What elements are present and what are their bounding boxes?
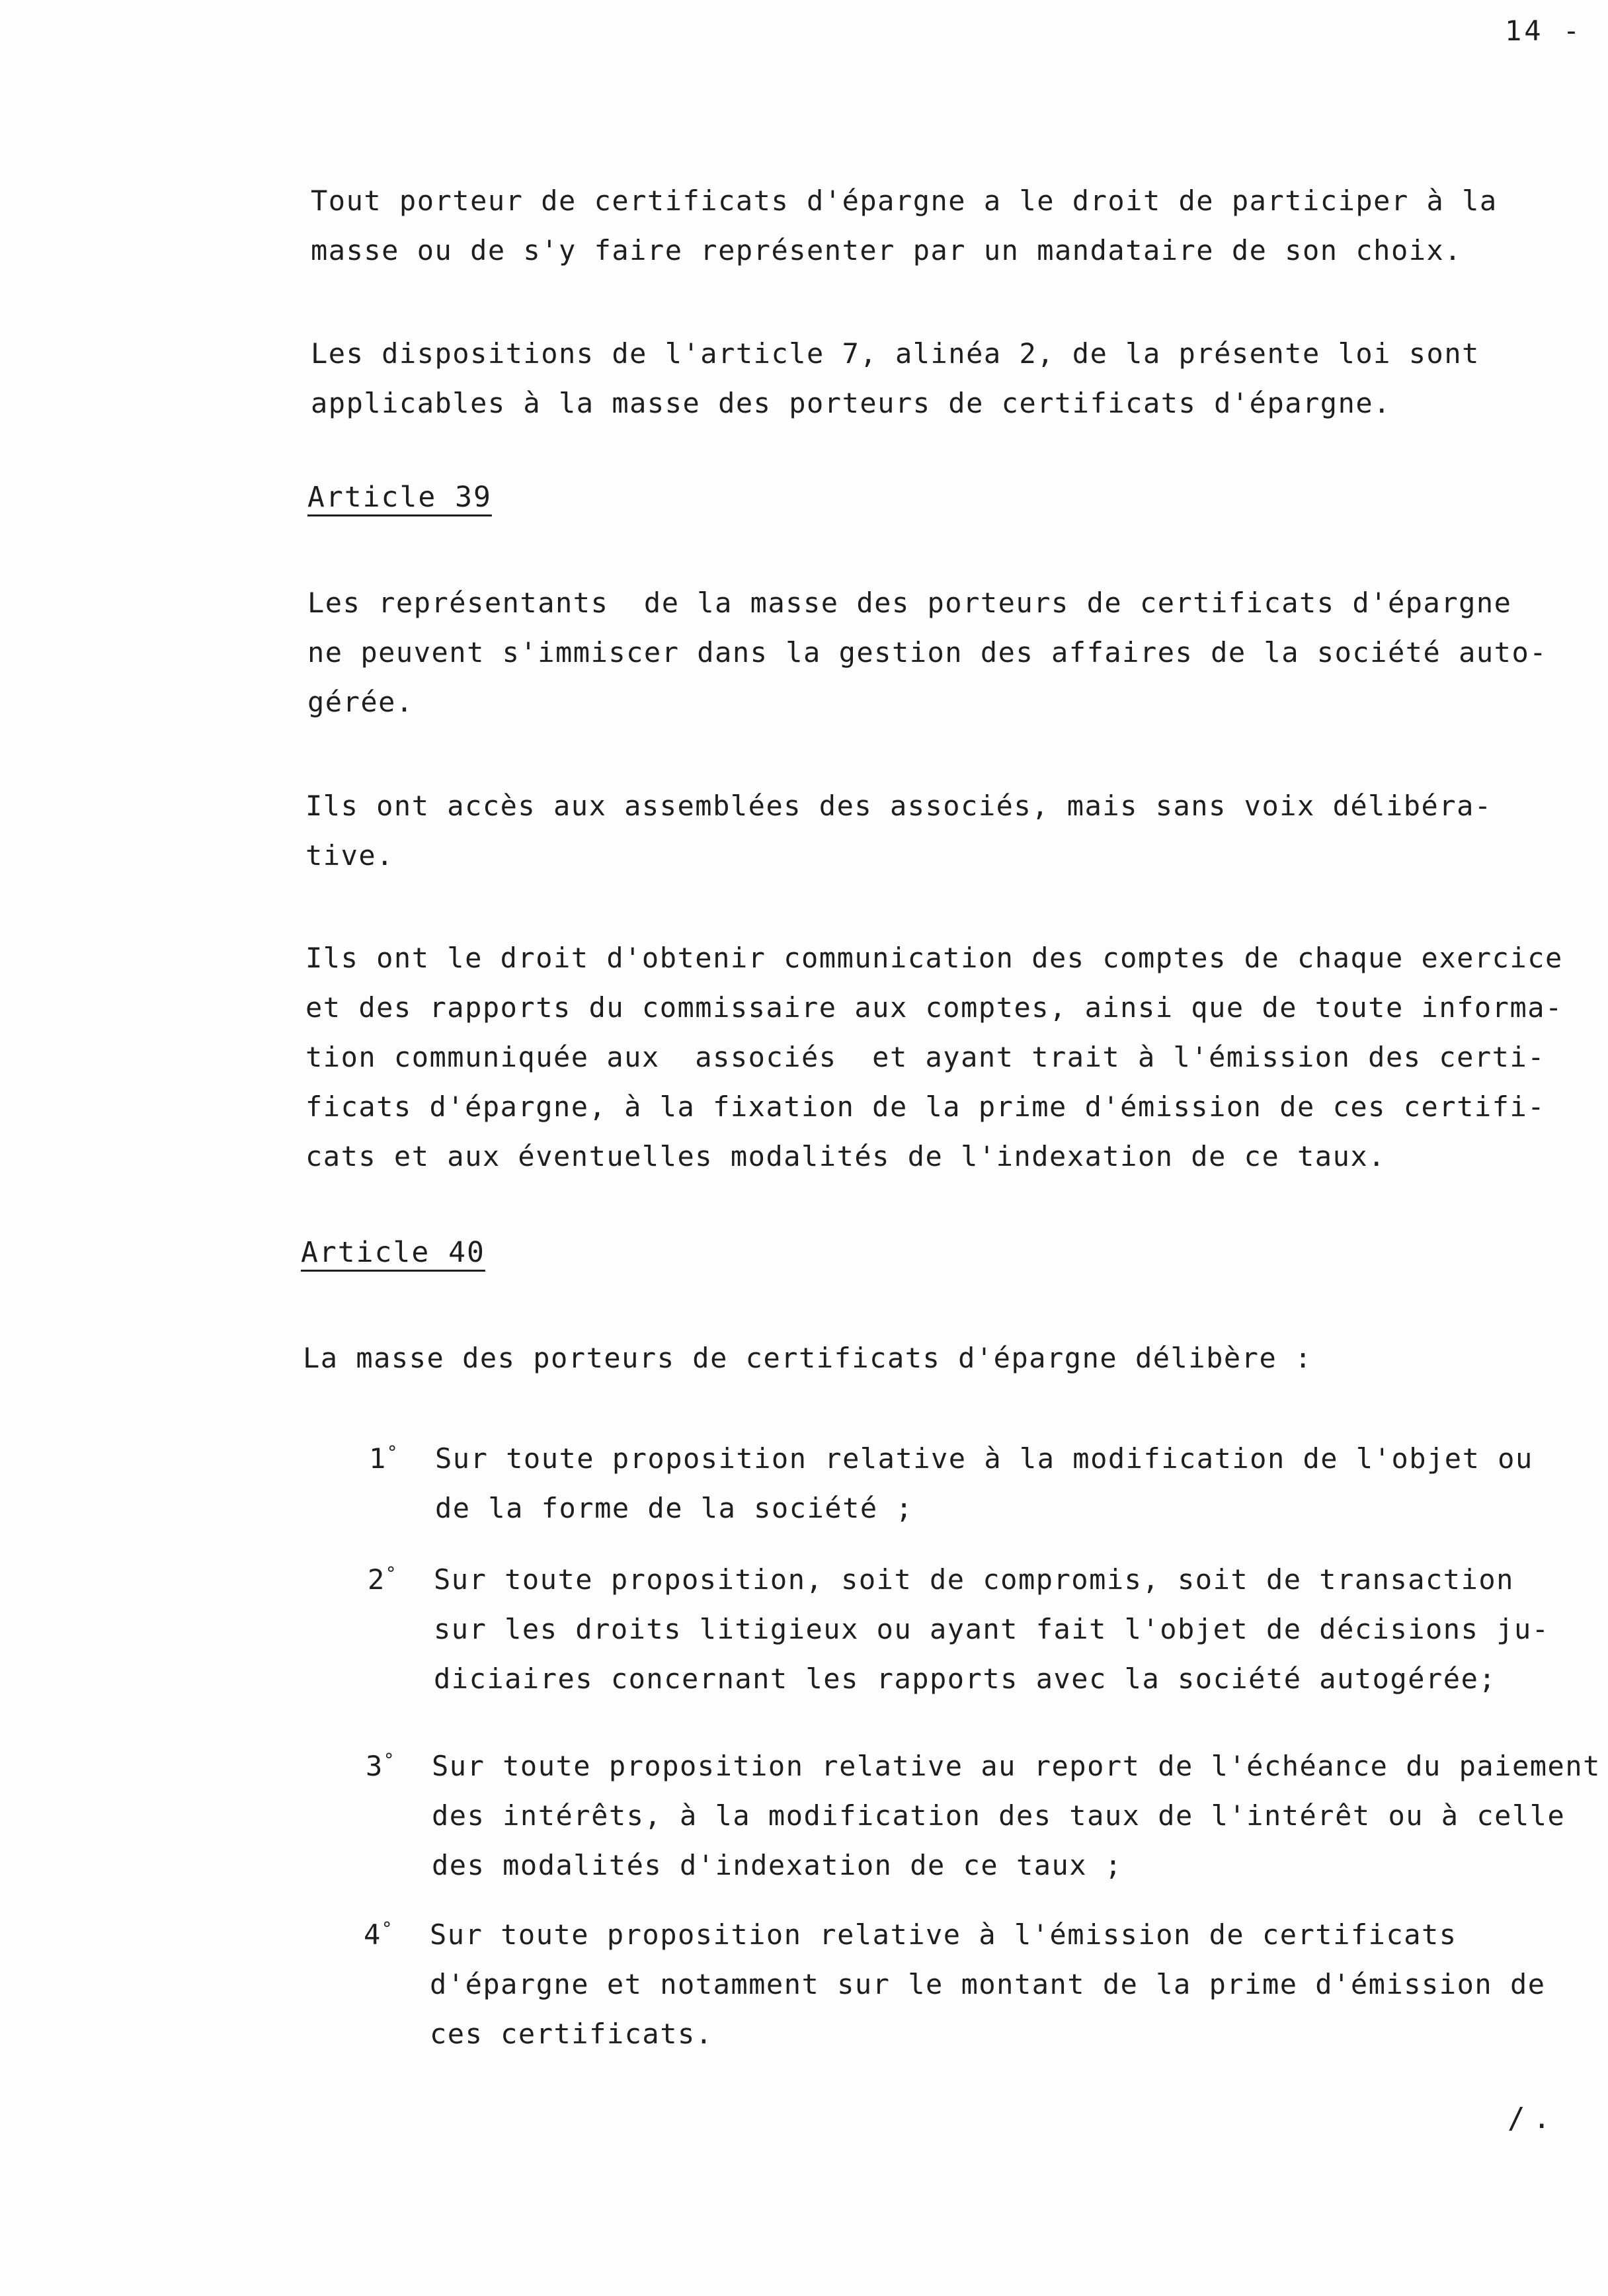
text-line: des intérêts, à la modification des taux de l'intérêt ou à celle bbox=[432, 1799, 1566, 1832]
text-line: tive. bbox=[305, 839, 394, 872]
text-line: La masse des porteurs de certificats d'épargne délibère : bbox=[303, 1342, 1312, 1374]
text-line: gérée. bbox=[307, 686, 414, 718]
list-item-text bbox=[434, 1555, 1550, 1703]
text-line: diciaires concernant les rapports avec la société autogérée; bbox=[434, 1662, 1497, 1695]
text-line: Tout porteur de certificats d'épargne a le droit de participer à la bbox=[311, 184, 1498, 217]
list-number: 3° bbox=[366, 1749, 396, 1782]
list-item-text bbox=[432, 1741, 1601, 1890]
text-line: tion communiquée aux associés et ayant trait à l'émission des certi- bbox=[305, 1041, 1546, 1073]
text-line: masse ou de s'y faire représenter par un mandataire de son choix. bbox=[311, 234, 1463, 266]
text-line: et des rapports du commissaire aux comptes, ainsi que de toute informa- bbox=[305, 991, 1563, 1024]
text-line: Les dispositions de l'article 7, alinéa 2, de la présente loi sont bbox=[311, 337, 1480, 370]
list-number: 4° bbox=[364, 1918, 394, 1951]
text-line: Les représentants de la masse des porteurs de certificats d'épargne bbox=[307, 587, 1512, 619]
list-number: 2° bbox=[368, 1563, 398, 1596]
text-line: cats et aux éventuelles modalités de l'indexation de ce taux. bbox=[305, 1140, 1386, 1172]
text-line: ficats d'épargne, à la fixation de la prime d'émission de ces certifi- bbox=[305, 1090, 1546, 1123]
text-line: de la forme de la société ; bbox=[435, 1492, 914, 1524]
degree-symbol: ° bbox=[386, 1442, 399, 1463]
degree-symbol: ° bbox=[381, 1918, 394, 1940]
text-line: sur les droits litigieux ou ayant fait l'objet de décisions ju- bbox=[434, 1613, 1550, 1645]
paragraph-dispositions bbox=[311, 329, 1480, 428]
paragraph-representants bbox=[307, 578, 1547, 727]
paragraph-acces-assemblees bbox=[305, 781, 1492, 880]
page-number: 14 - bbox=[1505, 15, 1583, 47]
paragraph-masse-delibere bbox=[303, 1333, 1312, 1383]
article-40-heading: Article 40 bbox=[301, 1236, 485, 1269]
text-line: d'épargne et notamment sur le montant de la prime d'émission de bbox=[430, 1968, 1546, 2000]
degree-symbol: ° bbox=[385, 1563, 398, 1584]
text-line: Sur toute proposition relative à l'émission de certificats bbox=[430, 1918, 1457, 1951]
paragraph-participation bbox=[311, 176, 1498, 275]
text-line: ces certificats. bbox=[430, 2018, 713, 2050]
list-number: 1° bbox=[369, 1442, 399, 1475]
text-line: Ils ont le droit d'obtenir communication des comptes de chaque exercice bbox=[305, 942, 1563, 974]
paragraph-droit-communication bbox=[305, 933, 1563, 1181]
text-line: Sur toute proposition relative au report de l'échéance du paiement bbox=[432, 1750, 1601, 1782]
continuation-mark: /. bbox=[1508, 2102, 1558, 2135]
article-39-heading: Article 39 bbox=[307, 481, 492, 514]
text-line: ne peuvent s'immiscer dans la gestion des affaires de la société auto- bbox=[307, 636, 1548, 669]
text-line: Sur toute proposition, soit de compromis, soit de transaction bbox=[434, 1563, 1514, 1596]
text-line: Ils ont accès aux assemblées des associés, mais sans voix délibéra- bbox=[305, 790, 1492, 822]
text-line: applicables à la masse des porteurs de certificats d'épargne. bbox=[311, 387, 1391, 419]
degree-symbol: ° bbox=[383, 1749, 396, 1771]
text-line: des modalités d'indexation de ce taux ; bbox=[432, 1849, 1123, 1881]
list-item-text bbox=[435, 1434, 1533, 1533]
list-item-text bbox=[430, 1910, 1546, 2059]
text-line: Sur toute proposition relative à la modification de l'objet ou bbox=[435, 1442, 1533, 1475]
